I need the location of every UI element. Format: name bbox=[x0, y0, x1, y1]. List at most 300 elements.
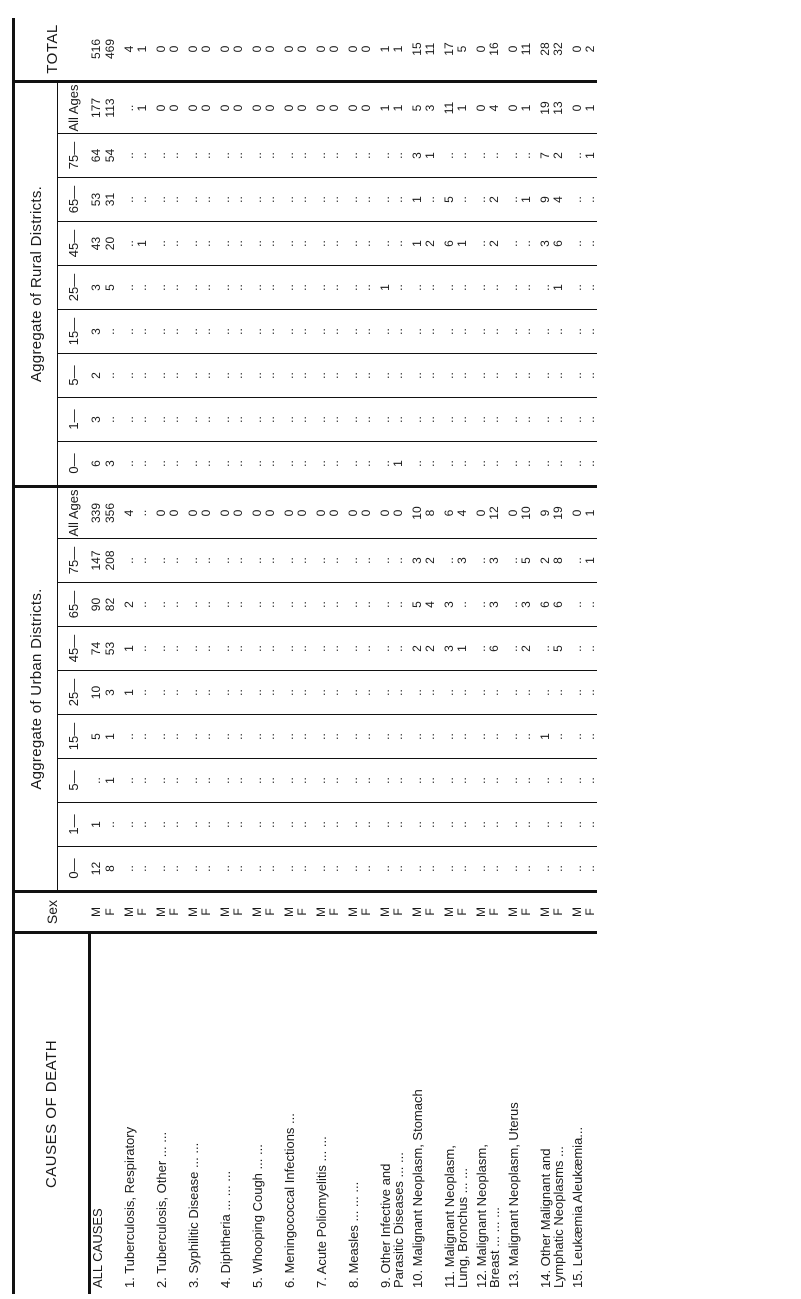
urban-value-cell: .. bbox=[155, 759, 168, 803]
rural-value-cell: .. bbox=[443, 442, 456, 487]
urban-value-cell: 0 bbox=[168, 487, 181, 539]
rural-value-cell: .. bbox=[392, 398, 405, 442]
table-row bbox=[584, 18, 597, 1294]
rural-value-cell: .. bbox=[264, 134, 277, 178]
urban-value-cell: .. bbox=[123, 759, 136, 803]
rural-value-cell: .. bbox=[315, 134, 328, 178]
table-row bbox=[251, 18, 264, 1294]
urban-value-cell: .. bbox=[520, 803, 533, 847]
urban-value-cell: 2 bbox=[123, 583, 136, 627]
total-value-cell: 0 bbox=[154, 45, 168, 53]
urban-value-cell: .. bbox=[443, 539, 456, 583]
rural-value-cell: .. bbox=[507, 222, 520, 266]
rural-value-cell: .. bbox=[392, 354, 405, 398]
rural-value-cell: .. bbox=[360, 398, 373, 442]
sex-cell: F bbox=[296, 892, 309, 933]
urban-value-cell: .. bbox=[200, 803, 213, 847]
cause-label: 15. Leukæmia Aleukæmia... bbox=[571, 933, 584, 1295]
urban-value-cell: .. bbox=[219, 759, 232, 803]
rural-value-cell: .. bbox=[571, 354, 584, 398]
urban-value-cell: 53 bbox=[104, 627, 117, 671]
urban-value-cell: .. bbox=[168, 583, 181, 627]
rural-value-cell: .. bbox=[488, 134, 501, 178]
urban-value-cell: 0 bbox=[347, 487, 360, 539]
rural-value-cell: .. bbox=[251, 442, 264, 487]
rural-value-cell: .. bbox=[283, 266, 296, 310]
rural-value-cell: .. bbox=[456, 442, 469, 487]
urban-value-cell: .. bbox=[200, 759, 213, 803]
urban-value-cell: .. bbox=[187, 715, 200, 759]
urban-value-cell: 356 bbox=[104, 487, 117, 539]
sex-cell: F bbox=[232, 892, 245, 933]
rural-value-cell: .. bbox=[443, 134, 456, 178]
rural-value-cell: .. bbox=[123, 222, 136, 266]
urban-value-cell: .. bbox=[584, 759, 597, 803]
urban-value-cell: .. bbox=[168, 539, 181, 583]
urban-value-cell: 1 bbox=[90, 803, 105, 847]
urban-value-cell: .. bbox=[232, 759, 245, 803]
rural-value-cell: .. bbox=[571, 310, 584, 354]
rural-age-header: All Ages bbox=[58, 82, 90, 134]
rural-value-cell: .. bbox=[283, 222, 296, 266]
rural-value-cell: 177 bbox=[90, 82, 105, 134]
urban-value-cell: .. bbox=[155, 847, 168, 892]
urban-value-cell: 0 bbox=[232, 487, 245, 539]
rural-value-cell: .. bbox=[315, 310, 328, 354]
rural-value-cell: .. bbox=[283, 442, 296, 487]
rural-value-cell: 54 bbox=[104, 134, 117, 178]
urban-value-cell: .. bbox=[155, 627, 168, 671]
rural-value-cell: .. bbox=[155, 442, 168, 487]
rural-value-cell: .. bbox=[443, 310, 456, 354]
rural-value-cell: .. bbox=[219, 222, 232, 266]
rural-value-cell: 2 bbox=[90, 354, 105, 398]
rural-value-cell: .. bbox=[187, 266, 200, 310]
urban-value-cell: .. bbox=[296, 847, 309, 892]
rural-value-cell: .. bbox=[251, 178, 264, 222]
urban-value-cell: .. bbox=[136, 539, 149, 583]
urban-value-cell: .. bbox=[104, 803, 117, 847]
rural-value-cell: .. bbox=[200, 178, 213, 222]
table-row bbox=[475, 18, 488, 1294]
urban-value-cell: .. bbox=[328, 759, 341, 803]
sex-cell: F bbox=[456, 892, 469, 933]
rural-value-cell: .. bbox=[424, 354, 437, 398]
rural-value-cell: 9 bbox=[539, 178, 552, 222]
rural-value-cell: 0 bbox=[264, 82, 277, 134]
urban-value-cell: 90 bbox=[90, 583, 105, 627]
urban-value-cell: .. bbox=[552, 671, 565, 715]
urban-value-cell: 3 bbox=[456, 539, 469, 583]
rural-value-cell: .. bbox=[456, 310, 469, 354]
total-value-cell: 16 bbox=[487, 42, 501, 56]
urban-value-cell: .. bbox=[123, 847, 136, 892]
urban-value-cell: .. bbox=[424, 847, 437, 892]
rural-value-cell: .. bbox=[379, 442, 392, 487]
cause-label: 9. Other Infective and bbox=[379, 933, 392, 1295]
urban-value-cell: .. bbox=[315, 759, 328, 803]
rural-value-cell: .. bbox=[520, 134, 533, 178]
rural-value-cell: .. bbox=[456, 354, 469, 398]
urban-value-cell: .. bbox=[347, 583, 360, 627]
urban-value-cell: .. bbox=[520, 715, 533, 759]
cause-label: 5. Whooping Cough ... ... bbox=[251, 933, 264, 1295]
urban-value-cell: .. bbox=[379, 803, 392, 847]
rural-value-cell: .. bbox=[155, 222, 168, 266]
rural-value-cell: .. bbox=[347, 398, 360, 442]
sex-cell: M bbox=[155, 892, 168, 933]
urban-value-cell: .. bbox=[219, 671, 232, 715]
sex-cell: F bbox=[264, 892, 277, 933]
sex-cell: M bbox=[539, 892, 552, 933]
urban-value-cell: 5 bbox=[552, 627, 565, 671]
rural-value-cell: .. bbox=[232, 442, 245, 487]
urban-value-cell: .. bbox=[168, 671, 181, 715]
total-value-cell: 1 bbox=[378, 45, 392, 53]
urban-value-cell: .. bbox=[251, 583, 264, 627]
urban-value-cell: .. bbox=[251, 671, 264, 715]
total-value-cell: 0 bbox=[282, 45, 296, 53]
rural-value-cell: 1 bbox=[520, 178, 533, 222]
urban-value-cell: .. bbox=[200, 715, 213, 759]
urban-value-cell: 5 bbox=[520, 539, 533, 583]
rural-value-cell: 113 bbox=[104, 82, 117, 134]
rural-value-cell: .. bbox=[155, 134, 168, 178]
rural-value-cell: .. bbox=[552, 354, 565, 398]
rural-value-cell: .. bbox=[264, 222, 277, 266]
rural-value-cell: .. bbox=[456, 266, 469, 310]
urban-value-cell: .. bbox=[187, 539, 200, 583]
sex-cell: F bbox=[584, 892, 597, 933]
rural-value-cell: .. bbox=[200, 398, 213, 442]
total-value-cell: 1 bbox=[391, 45, 405, 53]
rural-value-cell: 53 bbox=[90, 178, 105, 222]
rural-value-cell: .. bbox=[539, 354, 552, 398]
rural-value-cell: .. bbox=[283, 134, 296, 178]
total-value-cell: 0 bbox=[199, 45, 213, 53]
cause-label: 7. Acute Poliomyelitis ... ... bbox=[315, 933, 328, 1295]
rural-value-cell: .. bbox=[520, 442, 533, 487]
rural-value-cell: .. bbox=[328, 178, 341, 222]
rural-value-cell: .. bbox=[507, 134, 520, 178]
sex-cell: M bbox=[251, 892, 264, 933]
rural-value-cell: 5 bbox=[443, 178, 456, 222]
cause-label bbox=[136, 933, 149, 1295]
rural-value-cell: 1 bbox=[392, 442, 405, 487]
cause-label: Lymphatic Neoplasms ... bbox=[552, 933, 565, 1295]
urban-value-cell: 0 bbox=[200, 487, 213, 539]
sex-cell: M bbox=[219, 892, 232, 933]
urban-value-cell: .. bbox=[219, 583, 232, 627]
urban-value-cell: .. bbox=[251, 847, 264, 892]
table-row bbox=[488, 18, 501, 1294]
sex-cell: M bbox=[411, 892, 424, 933]
rural-value-cell: .. bbox=[456, 178, 469, 222]
urban-value-cell: .. bbox=[360, 583, 373, 627]
urban-value-cell: .. bbox=[296, 627, 309, 671]
table-row bbox=[315, 18, 328, 1294]
rural-value-cell: .. bbox=[475, 178, 488, 222]
rural-value-cell: .. bbox=[187, 134, 200, 178]
urban-value-cell: .. bbox=[443, 803, 456, 847]
rural-value-cell: 0 bbox=[347, 82, 360, 134]
urban-value-cell: .. bbox=[488, 671, 501, 715]
rural-value-cell: 1 bbox=[411, 178, 424, 222]
rural-value-cell: .. bbox=[379, 354, 392, 398]
rural-value-cell: 1 bbox=[552, 266, 565, 310]
cause-label bbox=[296, 933, 309, 1295]
rural-value-cell: .. bbox=[123, 310, 136, 354]
sex-cell: F bbox=[424, 892, 437, 933]
urban-value-cell: .. bbox=[392, 715, 405, 759]
rural-value-cell: .. bbox=[360, 178, 373, 222]
urban-value-cell: .. bbox=[264, 847, 277, 892]
urban-value-cell: .. bbox=[475, 715, 488, 759]
urban-value-cell: .. bbox=[296, 539, 309, 583]
urban-value-cell: 10 bbox=[90, 671, 105, 715]
cause-label: 14. Other Malignant and bbox=[539, 933, 552, 1295]
rural-value-cell: .. bbox=[584, 398, 597, 442]
table-row bbox=[90, 18, 105, 1294]
table-row bbox=[264, 18, 277, 1294]
urban-value-cell: .. bbox=[187, 759, 200, 803]
rural-value-cell: 0 bbox=[200, 82, 213, 134]
rural-value-cell: .. bbox=[136, 134, 149, 178]
urban-value-cell: .. bbox=[264, 583, 277, 627]
urban-value-cell: .. bbox=[379, 583, 392, 627]
rural-value-cell: .. bbox=[168, 178, 181, 222]
urban-value-cell: 74 bbox=[90, 627, 105, 671]
rural-value-cell: 4 bbox=[488, 82, 501, 134]
urban-value-cell: .. bbox=[168, 803, 181, 847]
rural-value-cell: .. bbox=[347, 442, 360, 487]
urban-value-cell: .. bbox=[347, 803, 360, 847]
rural-value-cell: .. bbox=[296, 398, 309, 442]
rural-value-cell: .. bbox=[232, 354, 245, 398]
rural-age-header: 1— bbox=[58, 398, 90, 442]
rural-value-cell: .. bbox=[315, 354, 328, 398]
total-value-cell: 0 bbox=[314, 45, 328, 53]
urban-value-cell: .. bbox=[315, 583, 328, 627]
rural-value-cell: .. bbox=[264, 442, 277, 487]
rural-value-cell: .. bbox=[315, 266, 328, 310]
total-value-cell: 0 bbox=[570, 45, 584, 53]
rural-value-cell: .. bbox=[283, 398, 296, 442]
rural-value-cell: .. bbox=[488, 442, 501, 487]
rural-value-cell: .. bbox=[424, 178, 437, 222]
rural-value-cell: .. bbox=[168, 266, 181, 310]
urban-value-cell: .. bbox=[392, 803, 405, 847]
urban-value-cell: .. bbox=[251, 627, 264, 671]
urban-value-cell: .. bbox=[360, 539, 373, 583]
table-row bbox=[219, 18, 232, 1294]
urban-value-cell: .. bbox=[219, 715, 232, 759]
rural-value-cell: .. bbox=[296, 310, 309, 354]
urban-value-cell: .. bbox=[379, 759, 392, 803]
rural-age-header: 45— bbox=[58, 222, 90, 266]
rural-value-cell: 1 bbox=[424, 134, 437, 178]
rural-value-cell: .. bbox=[392, 266, 405, 310]
urban-value-cell: .. bbox=[283, 847, 296, 892]
rural-value-cell: .. bbox=[123, 398, 136, 442]
total-value-cell: 0 bbox=[231, 45, 245, 53]
urban-value-cell: 2 bbox=[424, 539, 437, 583]
causes-header: CAUSES OF DEATH bbox=[14, 933, 90, 1295]
rural-age-header: 65— bbox=[58, 178, 90, 222]
total-value-cell: 516 bbox=[89, 38, 104, 60]
rural-value-cell: 0 bbox=[155, 82, 168, 134]
rural-value-cell: 0 bbox=[168, 82, 181, 134]
table-row bbox=[392, 18, 405, 1294]
urban-value-cell: .. bbox=[251, 539, 264, 583]
rural-age-header: 0— bbox=[58, 442, 90, 487]
urban-value-cell: .. bbox=[379, 539, 392, 583]
rural-value-cell: .. bbox=[136, 266, 149, 310]
rural-value-cell: .. bbox=[507, 442, 520, 487]
urban-value-cell: .. bbox=[539, 803, 552, 847]
rural-value-cell: .. bbox=[539, 266, 552, 310]
rural-age-header: 5— bbox=[58, 354, 90, 398]
urban-value-cell: 3 bbox=[443, 627, 456, 671]
total-value-cell: 32 bbox=[551, 42, 565, 56]
urban-value-cell: .. bbox=[136, 487, 149, 539]
rural-value-cell: .. bbox=[123, 134, 136, 178]
rural-value-cell: .. bbox=[539, 398, 552, 442]
urban-value-cell: .. bbox=[507, 583, 520, 627]
cause-label: 8. Measles ... ... ... bbox=[347, 933, 360, 1295]
urban-value-cell: 5 bbox=[411, 583, 424, 627]
rural-value-cell: 1 bbox=[520, 82, 533, 134]
rural-value-cell: .. bbox=[347, 310, 360, 354]
urban-value-cell: .. bbox=[552, 715, 565, 759]
cause-label: 11. Malignant Neoplasm, bbox=[443, 933, 456, 1295]
rural-value-cell: .. bbox=[475, 222, 488, 266]
urban-value-cell: .. bbox=[219, 539, 232, 583]
sex-cell: M bbox=[315, 892, 328, 933]
urban-value-cell: .. bbox=[411, 715, 424, 759]
urban-value-cell: .. bbox=[411, 671, 424, 715]
rural-value-cell: 0 bbox=[475, 82, 488, 134]
sex-cell: F bbox=[200, 892, 213, 933]
total-value-cell: 0 bbox=[327, 45, 341, 53]
rural-value-cell: 11 bbox=[443, 82, 456, 134]
total-value-cell: 0 bbox=[186, 45, 200, 53]
rural-value-cell: .. bbox=[379, 178, 392, 222]
cause-label: 6. Meningococcal Infections ... bbox=[283, 933, 296, 1295]
urban-value-cell: .. bbox=[296, 671, 309, 715]
urban-value-cell: .. bbox=[456, 759, 469, 803]
urban-value-cell: .. bbox=[520, 671, 533, 715]
urban-value-cell: .. bbox=[283, 803, 296, 847]
urban-value-cell: .. bbox=[475, 847, 488, 892]
urban-value-cell: 0 bbox=[219, 487, 232, 539]
rural-value-cell: .. bbox=[155, 354, 168, 398]
rural-value-cell: .. bbox=[168, 134, 181, 178]
urban-value-cell: 6 bbox=[443, 487, 456, 539]
rural-value-cell: .. bbox=[443, 398, 456, 442]
urban-value-cell: .. bbox=[571, 583, 584, 627]
urban-value-cell: .. bbox=[456, 847, 469, 892]
urban-value-cell: .. bbox=[328, 539, 341, 583]
rural-value-cell: .. bbox=[584, 354, 597, 398]
urban-value-cell: .. bbox=[328, 671, 341, 715]
rural-age-header: 15— bbox=[58, 310, 90, 354]
urban-value-cell: .. bbox=[456, 671, 469, 715]
table-row bbox=[104, 18, 117, 1294]
rural-value-cell: .. bbox=[360, 354, 373, 398]
rural-value-cell: .. bbox=[379, 222, 392, 266]
urban-value-cell: .. bbox=[571, 715, 584, 759]
urban-value-cell: .. bbox=[283, 539, 296, 583]
urban-value-cell: 9 bbox=[539, 487, 552, 539]
rural-value-cell: .. bbox=[168, 222, 181, 266]
rural-value-cell: 3 bbox=[104, 442, 117, 487]
urban-value-cell: .. bbox=[155, 583, 168, 627]
rural-value-cell: .. bbox=[328, 266, 341, 310]
total-value-cell: 1 bbox=[135, 45, 149, 53]
urban-value-cell: .. bbox=[187, 803, 200, 847]
urban-value-cell: .. bbox=[328, 803, 341, 847]
urban-value-cell: 3 bbox=[443, 583, 456, 627]
table-row bbox=[520, 18, 533, 1294]
urban-value-cell: .. bbox=[552, 847, 565, 892]
rural-value-cell: .. bbox=[168, 310, 181, 354]
rural-value-cell: .. bbox=[507, 354, 520, 398]
urban-value-cell: .. bbox=[264, 671, 277, 715]
rural-value-cell: .. bbox=[136, 178, 149, 222]
rural-value-cell: .. bbox=[296, 266, 309, 310]
rural-value-cell: .. bbox=[552, 398, 565, 442]
urban-value-cell: .. bbox=[456, 583, 469, 627]
sex-cell: M bbox=[571, 892, 584, 933]
urban-value-cell: 3 bbox=[520, 583, 533, 627]
cause-label: Parasitic Diseases ... ... bbox=[392, 933, 405, 1295]
urban-value-cell: .. bbox=[219, 847, 232, 892]
urban-value-cell: .. bbox=[315, 803, 328, 847]
urban-value-cell: 12 bbox=[90, 847, 105, 892]
rural-value-cell: .. bbox=[136, 310, 149, 354]
urban-value-cell: .. bbox=[296, 803, 309, 847]
rural-value-cell: 1 bbox=[379, 266, 392, 310]
rural-value-cell: .. bbox=[232, 310, 245, 354]
urban-value-cell: .. bbox=[90, 759, 105, 803]
urban-value-cell: .. bbox=[232, 803, 245, 847]
urban-value-cell: .. bbox=[379, 715, 392, 759]
sex-cell: F bbox=[520, 892, 533, 933]
urban-value-cell: .. bbox=[475, 671, 488, 715]
total-value-cell: 0 bbox=[359, 45, 373, 53]
rural-value-cell: 0 bbox=[571, 82, 584, 134]
urban-value-cell: .. bbox=[200, 627, 213, 671]
rural-value-cell: .. bbox=[187, 354, 200, 398]
rural-value-cell: .. bbox=[411, 266, 424, 310]
urban-value-cell: 6 bbox=[488, 627, 501, 671]
urban-age-header: 1— bbox=[58, 803, 90, 847]
rural-value-cell: 0 bbox=[187, 82, 200, 134]
urban-value-cell: .. bbox=[219, 803, 232, 847]
urban-value-cell: 82 bbox=[104, 583, 117, 627]
rural-value-cell: .. bbox=[507, 398, 520, 442]
sex-cell: M bbox=[283, 892, 296, 933]
urban-value-cell: 6 bbox=[552, 583, 565, 627]
urban-value-cell: .. bbox=[251, 803, 264, 847]
urban-value-cell: .. bbox=[136, 803, 149, 847]
urban-value-cell: .. bbox=[571, 627, 584, 671]
urban-value-cell: .. bbox=[200, 583, 213, 627]
urban-value-cell: .. bbox=[539, 671, 552, 715]
rural-value-cell: .. bbox=[251, 266, 264, 310]
rural-value-cell: 1 bbox=[392, 82, 405, 134]
